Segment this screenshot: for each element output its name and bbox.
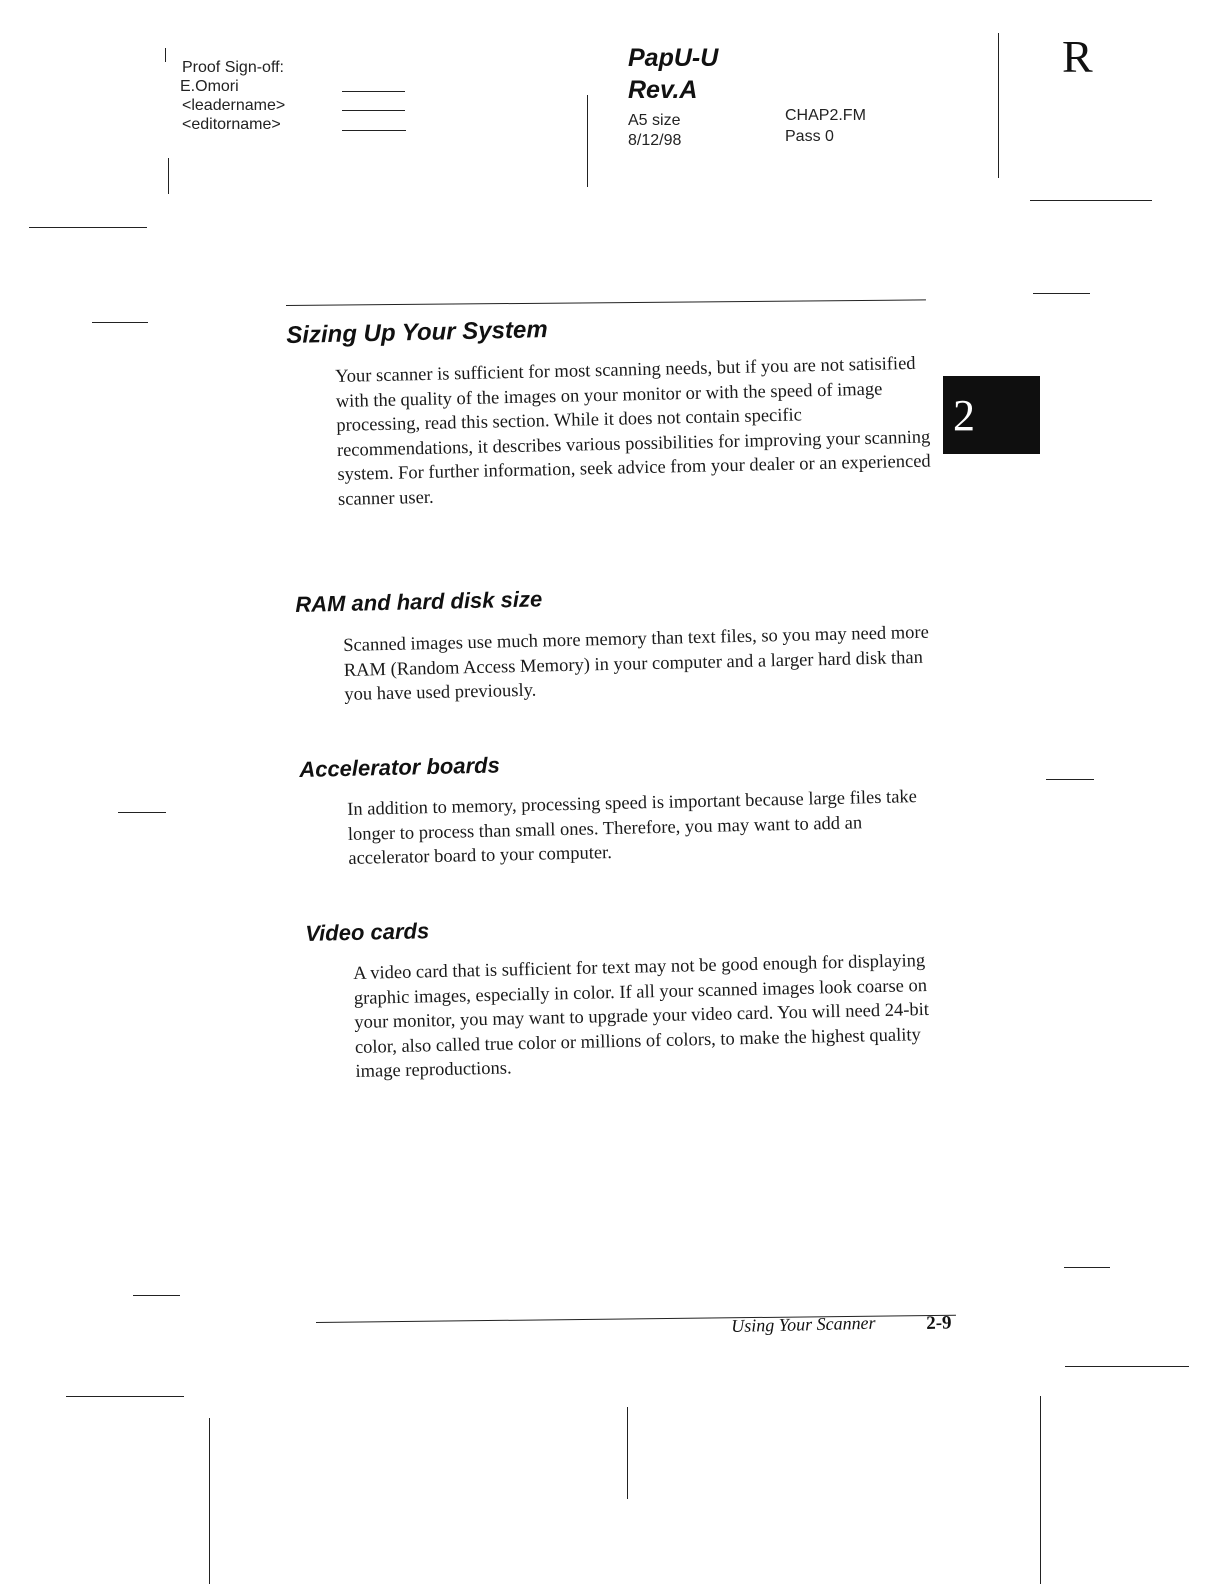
chapter-number: 2 xyxy=(953,390,975,440)
doc-revision: Rev.A xyxy=(628,76,698,104)
subsection-title: Accelerator boards xyxy=(299,752,501,782)
proof-label: Proof Sign-off: xyxy=(182,59,284,76)
page-size: A5 size xyxy=(628,112,681,129)
crop-mark xyxy=(1065,1366,1189,1367)
crop-mark xyxy=(998,33,999,178)
crop-mark xyxy=(1046,779,1094,780)
crop-mark xyxy=(1030,200,1152,201)
crop-mark xyxy=(29,227,147,228)
signoff-line xyxy=(342,91,405,92)
crop-mark xyxy=(1033,293,1090,294)
crop-mark xyxy=(209,1418,210,1584)
crop-mark xyxy=(165,48,166,62)
doc-title: PapU-U xyxy=(628,44,719,72)
page-number: 2-9 xyxy=(926,1312,952,1334)
running-title: Using Your Scanner xyxy=(731,1312,876,1336)
crop-mark xyxy=(168,158,169,194)
section-title: Sizing Up Your System xyxy=(286,316,548,349)
crop-mark xyxy=(587,95,588,187)
pass-number: Pass 0 xyxy=(785,128,834,145)
subsection-title: Video cards xyxy=(305,918,430,946)
signoff-line xyxy=(342,110,405,111)
subsection-title: RAM and hard disk size xyxy=(295,586,543,617)
crop-mark xyxy=(118,812,166,813)
crop-mark xyxy=(1064,1267,1110,1268)
proof-name: <leadername> xyxy=(182,97,286,114)
chapter-tab xyxy=(943,376,1040,454)
crop-mark xyxy=(92,322,148,323)
crop-mark xyxy=(133,1295,180,1296)
subsection-body: A video card that is sufficient for text may not be good enough for displaying graphic images, especially in color. If all your scanned images look coarse on your monitor, you may want to upgrade your video card. You will need 24-bit color, also called true color or millions of colors, to make the highest quality image reproductions. xyxy=(353,951,930,1082)
proof-name: E.Omori xyxy=(180,78,239,95)
signoff-line xyxy=(342,130,406,131)
proof-signoff xyxy=(182,58,285,134)
crop-mark xyxy=(1040,1396,1041,1584)
crop-mark xyxy=(627,1407,628,1499)
subsection-body: In addition to memory, processing speed is important because large files take longer to process than small ones. Therefore, you may want to add an accelerator board to your computer. xyxy=(347,787,918,869)
section-rule xyxy=(286,299,926,306)
section-intro: Your scanner is sufficient for most scanning needs, but if you are not satisified with the quality of the images on your monitor or with the speed of image processing, read this section. While it does not contain specific recommendations, it describes various possibilities for improving your scanning system. For further information, seek advice from your dealer or an experienced scanner user. xyxy=(335,353,931,510)
subsection-body: Scanned images use much more memory than text files, so you may need more RAM (Random Access Memory) in your computer and a larger hard disk than you have used previously. xyxy=(343,622,930,705)
file-name: CHAP2.FM xyxy=(785,107,866,124)
crop-mark xyxy=(66,1396,184,1397)
corner-mark: R xyxy=(1062,31,1093,82)
print-date: 8/12/98 xyxy=(628,132,682,149)
proof-name: <editorname> xyxy=(182,116,281,133)
